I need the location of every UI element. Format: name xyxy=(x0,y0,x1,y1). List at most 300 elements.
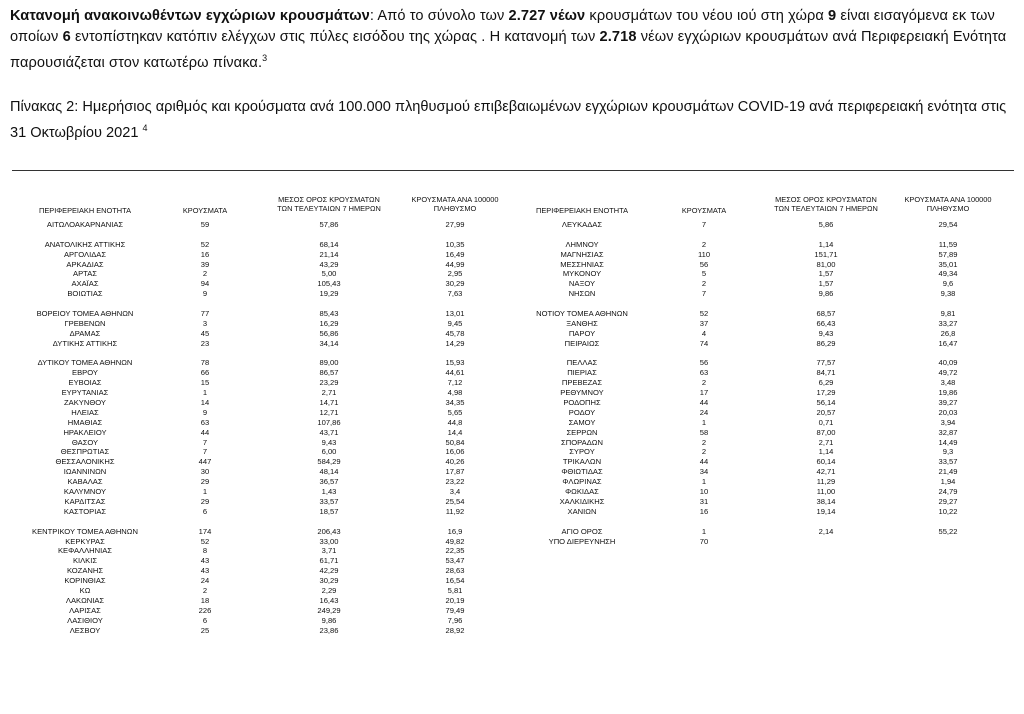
cell-region: ΣΑΜΟΥ xyxy=(568,417,596,427)
cell-avg-7d: 1,57 xyxy=(818,269,834,279)
cell-cases: 94 xyxy=(200,279,210,289)
cell-per-100k: 7,63 xyxy=(447,289,463,299)
cell-per-100k: 16,47 xyxy=(938,338,958,348)
cell-region: ΛΕΣΒΟΥ xyxy=(69,625,101,635)
cell-per-100k: 2,95 xyxy=(447,269,463,279)
cell-per-100k: 39,27 xyxy=(938,398,958,408)
cell-cases: 3 xyxy=(202,318,208,328)
table-row xyxy=(0,398,1024,408)
cell-cases: 45 xyxy=(200,328,210,338)
table-row xyxy=(0,260,1024,270)
cell-region: ΛΑΡΙΣΑΣ xyxy=(69,605,101,615)
cell-per-100k: 79,49 xyxy=(445,605,465,615)
cell-avg-7d: 61,71 xyxy=(319,556,339,566)
cell-cases: 78 xyxy=(200,358,210,368)
cell-avg-7d: 66,43 xyxy=(816,318,836,328)
cell-cases: 2 xyxy=(701,378,707,388)
cell-per-100k: 9,3 xyxy=(942,447,954,457)
table-row xyxy=(0,279,1024,289)
cell-region: ΧΑΝΙΩΝ xyxy=(567,506,597,516)
cell-avg-7d: 56,14 xyxy=(816,398,836,408)
cell-region: ΚΩ xyxy=(79,585,91,595)
table-row xyxy=(0,269,1024,279)
cell-avg-7d: 38,14 xyxy=(816,496,836,506)
table-row xyxy=(0,576,512,586)
cell-region: ΚΑΛΥΜΝΟΥ xyxy=(63,487,107,497)
cell-cases: 2 xyxy=(202,585,208,595)
cell-avg-7d: 57,86 xyxy=(319,220,339,229)
cell-avg-7d: 9,43 xyxy=(321,437,337,447)
cell-avg-7d: 107,86 xyxy=(317,417,341,427)
cell-avg-7d: 105,43 xyxy=(317,279,341,289)
cell-cases: 52 xyxy=(699,309,709,319)
cell-avg-7d: 87,00 xyxy=(816,427,836,437)
right-header-avg xyxy=(765,195,887,213)
left-header-avg-line1: ΜΕΣΟΣ ΟΡΟΣ ΚΡΟΥΣΜΑΤΩΝ xyxy=(278,195,380,204)
cell-cases: 63 xyxy=(699,368,709,378)
cell-region: ΠΑΡΟΥ xyxy=(568,328,596,338)
cell-cases: 7 xyxy=(701,220,707,229)
cell-per-100k: 3,4 xyxy=(449,487,461,497)
cell-region: ΒΟΡΕΙΟΥ ΤΟΜΕΑ ΑΘΗΝΩΝ xyxy=(36,309,134,319)
cell-region: ΠΙΕΡΙΑΣ xyxy=(567,368,597,378)
cell-avg-7d: 34,14 xyxy=(319,338,339,348)
cell-cases: 43 xyxy=(200,556,210,566)
table-row xyxy=(0,309,1024,319)
table-row xyxy=(0,428,1024,438)
cell-region: ΘΑΣΟΥ xyxy=(71,437,99,447)
cell-cases: 37 xyxy=(699,318,709,328)
cell-per-100k: 10,22 xyxy=(938,506,958,516)
cell-region: ΚΕΦΑΛΛΗΝΙΑΣ xyxy=(57,546,113,556)
table-row xyxy=(0,438,1024,448)
cell-per-100k: 1,94 xyxy=(940,477,956,487)
cell-region: ΑΧΑΪΑΣ xyxy=(71,279,99,289)
cell-avg-7d: 11,29 xyxy=(816,477,836,487)
cell-region: ΚΙΛΚΙΣ xyxy=(72,556,98,566)
cell-avg-7d: 36,57 xyxy=(319,477,339,487)
cell-avg-7d: 2,71 xyxy=(818,437,834,447)
table-row xyxy=(0,596,512,606)
cell-region: ΥΠΟ ΔΙΕΡΕΥΝΗΣΗ xyxy=(548,536,616,546)
cell-cases: 4 xyxy=(701,328,707,338)
cell-cases: 8 xyxy=(202,546,208,556)
cell-cases: 2 xyxy=(701,279,707,289)
cell-avg-7d: 42,71 xyxy=(816,467,836,477)
cell-region: ΧΑΛΚΙΔΙΚΗΣ xyxy=(559,496,605,506)
cell-region: ΕΥΒΟΙΑΣ xyxy=(68,378,102,388)
cell-region: ΗΛΕΙΑΣ xyxy=(71,407,99,417)
cell-per-100k: 9,38 xyxy=(940,289,956,299)
cell-avg-7d: 68,57 xyxy=(816,309,836,319)
right-header-avg-line1: ΜΕΣΟΣ ΟΡΟΣ ΚΡΟΥΣΜΑΤΩΝ xyxy=(775,195,877,204)
cell-region: ΚΑΡΔΙΤΣΑΣ xyxy=(64,496,106,506)
cell-avg-7d: 1,43 xyxy=(321,487,337,497)
cell-per-100k: 9,81 xyxy=(940,309,956,319)
cell-cases: 2 xyxy=(701,239,707,249)
intro-text-5: νέων εγχώριων κρουσμάτων ανά Περιφερειακή Ενότητα παρουσιάζεται στον κατωτέρω πίνακα. xyxy=(10,29,1007,71)
cell-region: ΑΙΤΩΛΟΑΚΑΡΝΑΝΙΑΣ xyxy=(46,220,124,229)
cell-per-100k: 22,35 xyxy=(445,546,465,556)
cell-region: ΛΗΜΝΟΥ xyxy=(565,239,599,249)
cell-region: ΑΝΑΤΟΛΙΚΗΣ ΑΤΤΙΚΗΣ xyxy=(44,239,126,249)
cell-region: ΦΘΙΩΤΙΔΑΣ xyxy=(561,467,603,477)
cell-cases: 43 xyxy=(200,566,210,576)
cell-avg-7d: 151,71 xyxy=(814,249,838,259)
intro-text-1: : Από το σύνολο των xyxy=(369,8,509,24)
cell-cases: 39 xyxy=(200,259,210,269)
table-row xyxy=(0,358,1024,368)
left-header-cases: ΚΡΟΥΣΜΑΤΑ xyxy=(182,206,228,215)
cell-cases: 2 xyxy=(202,269,208,279)
cell-per-100k: 24,79 xyxy=(938,487,958,497)
cell-avg-7d: 0,71 xyxy=(818,417,834,427)
cell-region: ΑΡΤΑΣ xyxy=(73,269,97,279)
table-row xyxy=(0,319,1024,329)
cell-cases: 1 xyxy=(202,487,208,497)
intro-border-cases: 6 xyxy=(62,29,71,45)
cell-per-100k: 3,94 xyxy=(940,417,956,427)
cell-per-100k: 9,45 xyxy=(447,318,463,328)
left-header-region: ΠΕΡΙΦΕΡΕΙΑΚΗ ΕΝΟΤΗΤΑ xyxy=(39,206,131,215)
cell-per-100k: 14,4 xyxy=(447,427,463,437)
cell-cases: 58 xyxy=(699,427,709,437)
cell-cases: 6 xyxy=(202,615,208,625)
cell-per-100k: 20,03 xyxy=(938,407,958,417)
cell-cases: 7 xyxy=(202,447,208,457)
cell-region: ΔΥΤΙΚΗΣ ΑΤΤΙΚΗΣ xyxy=(52,338,118,348)
cell-per-100k: 14,29 xyxy=(445,338,465,348)
left-header-per100k-line2: ΠΛΗΘΥΣΜΟ xyxy=(433,204,477,213)
cell-avg-7d: 43,71 xyxy=(319,427,339,437)
cell-cases: 29 xyxy=(200,496,210,506)
table-group-spacer xyxy=(0,230,1024,240)
cell-region: ΠΕΙΡΑΙΩΣ xyxy=(564,338,600,348)
cell-region: ΘΕΣΣΑΛΟΝΙΚΗΣ xyxy=(55,457,115,467)
table-row xyxy=(0,408,1024,418)
cell-per-100k: 7,96 xyxy=(447,615,463,625)
table-row xyxy=(0,378,1024,388)
cell-region: ΡΕΘΥΜΝΟΥ xyxy=(560,388,604,398)
cell-region: ΙΩΑΝΝΙΝΩΝ xyxy=(63,467,107,477)
intro-footnote-ref: 3 xyxy=(262,53,268,63)
cell-region: ΦΛΩΡΙΝΑΣ xyxy=(562,477,602,487)
cell-avg-7d: 5,00 xyxy=(321,269,337,279)
table-group-spacer xyxy=(0,349,1024,359)
cell-avg-7d: 33,00 xyxy=(319,536,339,546)
cell-avg-7d: 60,14 xyxy=(816,457,836,467)
cell-cases: 31 xyxy=(699,496,709,506)
cell-per-100k: 57,89 xyxy=(938,249,958,259)
cell-per-100k: 3,48 xyxy=(940,378,956,388)
cell-cases: 1 xyxy=(701,417,707,427)
cell-avg-7d: 16,43 xyxy=(319,595,339,605)
cell-region: ΝΟΤΙΟΥ ΤΟΜΕΑ ΑΘΗΝΩΝ xyxy=(536,309,628,319)
cell-region: ΔΡΑΜΑΣ xyxy=(69,328,101,338)
cell-cases: 226 xyxy=(198,605,212,615)
intro-total-cases: 2.727 νέων xyxy=(508,8,586,24)
cell-region: ΣΕΡΡΩΝ xyxy=(566,427,598,437)
table-row xyxy=(0,388,1024,398)
cell-cases: 9 xyxy=(202,289,208,299)
cell-avg-7d: 17,29 xyxy=(816,388,836,398)
cell-avg-7d: 56,86 xyxy=(319,328,339,338)
cell-per-100k: 21,49 xyxy=(938,467,958,477)
cell-avg-7d: 1,14 xyxy=(818,239,834,249)
cell-region: ΒΟΙΩΤΙΑΣ xyxy=(67,289,103,299)
cell-cases: 52 xyxy=(200,239,210,249)
cell-region: ΑΓΙΟ ΟΡΟΣ xyxy=(561,526,603,536)
cell-per-100k: 40,26 xyxy=(445,457,465,467)
intro-imported-cases: 9 xyxy=(828,8,837,24)
cell-per-100k: 9,6 xyxy=(942,279,954,289)
cell-avg-7d: 77,57 xyxy=(816,358,836,368)
cell-cases: 25 xyxy=(200,625,210,635)
cell-cases: 24 xyxy=(699,407,709,417)
table-row xyxy=(0,606,512,616)
cell-cases: 6 xyxy=(202,506,208,516)
intro-heading: Κατανομή ανακοινωθέντων εγχώριων κρουσμάτων xyxy=(10,8,370,24)
cell-avg-7d: 11,00 xyxy=(816,487,836,497)
cell-cases: 23 xyxy=(200,338,210,348)
table-row xyxy=(0,457,1024,467)
cell-avg-7d: 68,14 xyxy=(319,239,339,249)
table-row xyxy=(0,240,1024,250)
table-row xyxy=(0,418,1024,428)
cell-cases: 1 xyxy=(701,526,707,536)
cell-per-100k: 19,86 xyxy=(938,388,958,398)
cell-cases: 59 xyxy=(200,220,210,229)
cell-per-100k: 23,22 xyxy=(445,477,465,487)
cell-avg-7d: 42,29 xyxy=(319,566,339,576)
cell-region: ΞΑΝΘΗΣ xyxy=(566,318,598,328)
cell-cases: 16 xyxy=(699,506,709,516)
cell-per-100k: 40,09 xyxy=(938,358,958,368)
table-group-spacer xyxy=(0,517,1024,527)
cell-cases: 44 xyxy=(699,398,709,408)
cell-per-100k: 32,87 xyxy=(938,427,958,437)
cell-region: ΚΑΒΑΛΑΣ xyxy=(67,477,103,487)
cell-per-100k: 16,49 xyxy=(445,249,465,259)
intro-domestic-cases: 2.718 xyxy=(599,29,637,45)
cell-cases: 24 xyxy=(200,576,210,586)
cell-cases: 2 xyxy=(701,437,707,447)
cell-region: ΣΥΡΟΥ xyxy=(569,447,595,457)
caption-footnote-ref: 4 xyxy=(142,123,148,133)
cell-region: ΠΕΛΛΑΣ xyxy=(566,358,598,368)
cell-avg-7d: 3,71 xyxy=(321,546,337,556)
cell-cases: 7 xyxy=(701,289,707,299)
table-row xyxy=(0,447,1024,457)
cell-region: ΠΡΕΒΕΖΑΣ xyxy=(561,378,603,388)
cell-per-100k: 53,47 xyxy=(445,556,465,566)
cell-region: ΦΩΚΙΔΑΣ xyxy=(565,487,599,497)
cell-region: ΚΟΖΑΝΗΣ xyxy=(66,566,104,576)
cell-cases: 44 xyxy=(699,457,709,467)
cell-cases: 15 xyxy=(200,378,210,388)
cell-per-100k: 30,29 xyxy=(445,279,465,289)
cell-avg-7d: 81,00 xyxy=(816,259,836,269)
cell-avg-7d: 206,43 xyxy=(317,526,341,536)
cell-avg-7d: 1,14 xyxy=(818,447,834,457)
table-row xyxy=(0,507,1024,517)
cell-avg-7d: 33,57 xyxy=(319,496,339,506)
cell-per-100k: 27,99 xyxy=(445,220,465,229)
cell-per-100k: 25,54 xyxy=(445,496,465,506)
table-caption xyxy=(10,97,1016,144)
cell-region: ΛΕΥΚΑΔΑΣ xyxy=(561,220,603,229)
cell-region: ΜΥΚΟΝΟΥ xyxy=(562,269,602,279)
cell-per-100k: 26,8 xyxy=(940,328,956,338)
cell-per-100k: 16,9 xyxy=(447,526,463,536)
cell-region: ΘΕΣΠΡΩΤΙΑΣ xyxy=(60,447,110,457)
cell-cases: 2 xyxy=(701,447,707,457)
caption-text: Πίνακας 2: Ημερήσιος αριθμός και κρούσματα ανά 100.000 πληθυσμού επιβεβαιωμένων εγχώριων κρουσμάτων COVID-19 ανά περιφερειακή ενότητα στις 31 Οκτωβρίου 2021 xyxy=(10,99,1007,141)
cell-avg-7d: 23,29 xyxy=(319,378,339,388)
cell-per-100k: 15,93 xyxy=(445,358,465,368)
cell-cases: 1 xyxy=(701,477,707,487)
cell-region: ΚΟΡΙΝΘΙΑΣ xyxy=(64,576,106,586)
cell-avg-7d: 2,71 xyxy=(321,388,337,398)
cell-per-100k: 28,92 xyxy=(445,625,465,635)
cell-per-100k: 33,57 xyxy=(938,457,958,467)
table-row xyxy=(0,467,1024,477)
cell-cases: 70 xyxy=(699,536,709,546)
cell-avg-7d: 84,71 xyxy=(816,368,836,378)
cell-avg-7d: 584,29 xyxy=(317,457,341,467)
cell-cases: 34 xyxy=(699,467,709,477)
cell-per-100k: 44,99 xyxy=(445,259,465,269)
table-row xyxy=(0,250,1024,260)
cell-avg-7d: 18,57 xyxy=(319,506,339,516)
cell-per-100k: 55,22 xyxy=(938,526,958,536)
cell-region: ΖΑΚΥΝΘΟΥ xyxy=(64,398,106,408)
cell-region: ΡΟΔΟΥ xyxy=(568,407,596,417)
cell-avg-7d: 21,14 xyxy=(319,249,339,259)
cell-per-100k: 49,72 xyxy=(938,368,958,378)
cell-cases: 52 xyxy=(200,536,210,546)
cell-region: ΚΕΡΚΥΡΑΣ xyxy=(65,536,105,546)
table-row xyxy=(0,626,512,636)
cell-avg-7d: 6,29 xyxy=(818,378,834,388)
cell-per-100k: 34,35 xyxy=(445,398,465,408)
cell-cases: 5 xyxy=(701,269,707,279)
cell-region: ΜΑΓΝΗΣΙΑΣ xyxy=(560,249,604,259)
cell-cases: 77 xyxy=(200,309,210,319)
cell-region: ΝΑΞΟΥ xyxy=(568,279,596,289)
cell-avg-7d: 20,57 xyxy=(816,407,836,417)
left-header-per100k-line1: ΚΡΟΥΣΜΑΤΑ ΑΝΑ 100000 xyxy=(411,195,499,204)
cell-avg-7d: 19,29 xyxy=(319,289,339,299)
cell-cases: 56 xyxy=(699,358,709,368)
intro-paragraph xyxy=(10,6,1016,74)
cell-region: ΑΡΚΑΔΙΑΣ xyxy=(66,259,104,269)
table-group-spacer xyxy=(0,299,1024,309)
cell-per-100k: 49,34 xyxy=(938,269,958,279)
cell-cases: 14 xyxy=(200,398,210,408)
cell-avg-7d: 9,43 xyxy=(818,328,834,338)
cell-region: ΕΒΡΟΥ xyxy=(72,368,98,378)
cell-per-100k: 5,65 xyxy=(447,407,463,417)
cell-region: ΑΡΓΟΛΙΔΑΣ xyxy=(63,249,107,259)
cell-region: ΓΡΕΒΕΝΩΝ xyxy=(64,318,106,328)
cell-region: ΡΟΔΟΠΗΣ xyxy=(563,398,601,408)
cell-cases: 74 xyxy=(699,338,709,348)
cell-avg-7d: 43,29 xyxy=(319,259,339,269)
cell-per-100k: 29,54 xyxy=(938,220,958,229)
cell-region: ΛΑΣΙΘΙΟΥ xyxy=(67,615,103,625)
cell-region: ΜΕΣΣΗΝΙΑΣ xyxy=(560,259,604,269)
table-row xyxy=(0,220,1024,230)
cell-avg-7d: 9,86 xyxy=(818,289,834,299)
right-header-per100k-line2: ΠΛΗΘΥΣΜΟ xyxy=(926,204,970,213)
cell-avg-7d: 85,43 xyxy=(319,309,339,319)
table-row xyxy=(0,527,1024,537)
cell-cases: 7 xyxy=(202,437,208,447)
right-header-avg-line2: ΤΩΝ ΤΕΛΕΥΤΑΙΩΝ 7 ΗΜΕΡΩΝ xyxy=(774,204,878,213)
cell-per-100k: 33,27 xyxy=(938,318,958,328)
cell-cases: 447 xyxy=(198,457,212,467)
table-row xyxy=(0,586,512,596)
table-row xyxy=(0,289,1024,299)
cell-per-100k: 49,82 xyxy=(445,536,465,546)
cell-avg-7d: 86,57 xyxy=(319,368,339,378)
cell-cases: 16 xyxy=(200,249,210,259)
cell-cases: 110 xyxy=(697,249,711,259)
cell-per-100k: 14,49 xyxy=(938,437,958,447)
cell-per-100k: 5,81 xyxy=(447,585,463,595)
cell-cases: 56 xyxy=(699,259,709,269)
cell-cases: 66 xyxy=(200,368,210,378)
cell-cases: 1 xyxy=(202,388,208,398)
cell-per-100k: 20,19 xyxy=(445,595,465,605)
cell-cases: 29 xyxy=(200,477,210,487)
table-row xyxy=(0,368,1024,378)
cell-avg-7d: 48,14 xyxy=(319,467,339,477)
cell-avg-7d: 9,86 xyxy=(321,615,337,625)
cell-avg-7d: 6,00 xyxy=(321,447,337,457)
cell-cases: 44 xyxy=(200,427,210,437)
table-row xyxy=(0,497,1024,507)
cell-per-100k: 44,61 xyxy=(445,368,465,378)
cell-per-100k: 28,63 xyxy=(445,566,465,576)
cell-avg-7d: 5,86 xyxy=(818,220,834,229)
table-row xyxy=(0,566,512,576)
cell-avg-7d: 249,29 xyxy=(317,605,341,615)
cell-avg-7d: 2,14 xyxy=(818,526,834,536)
cell-region: ΚΑΣΤΟΡΙΑΣ xyxy=(63,506,107,516)
cell-cases: 63 xyxy=(200,417,210,427)
intro-text-2: κρουσμάτων του νέου ιού στη χώρα xyxy=(585,8,829,24)
cell-per-100k: 4,98 xyxy=(447,388,463,398)
cell-per-100k: 44,8 xyxy=(447,417,463,427)
cell-cases: 18 xyxy=(200,595,210,605)
cell-avg-7d: 19,14 xyxy=(816,506,836,516)
right-header-cases: ΚΡΟΥΣΜΑΤΑ xyxy=(681,206,727,215)
cell-cases: 9 xyxy=(202,407,208,417)
cell-region: ΤΡΙΚΑΛΩΝ xyxy=(562,457,602,467)
intro-text-3: είναι εισαγόμενα εκ των οποίων xyxy=(10,8,995,45)
right-header-per100k-line1: ΚΡΟΥΣΜΑΤΑ ΑΝΑ 100000 xyxy=(904,195,992,204)
cell-per-100k: 50,84 xyxy=(445,437,465,447)
table-row xyxy=(0,329,1024,339)
right-header-per100k xyxy=(890,195,1006,213)
table-row xyxy=(0,339,1024,349)
cell-region: ΗΡΑΚΛΕΙΟΥ xyxy=(63,427,107,437)
right-header-region: ΠΕΡΙΦΕΡΕΙΑΚΗ ΕΝΟΤΗΤΑ xyxy=(536,206,628,215)
cell-avg-7d: 14,71 xyxy=(319,398,339,408)
cell-per-100k: 45,78 xyxy=(445,328,465,338)
